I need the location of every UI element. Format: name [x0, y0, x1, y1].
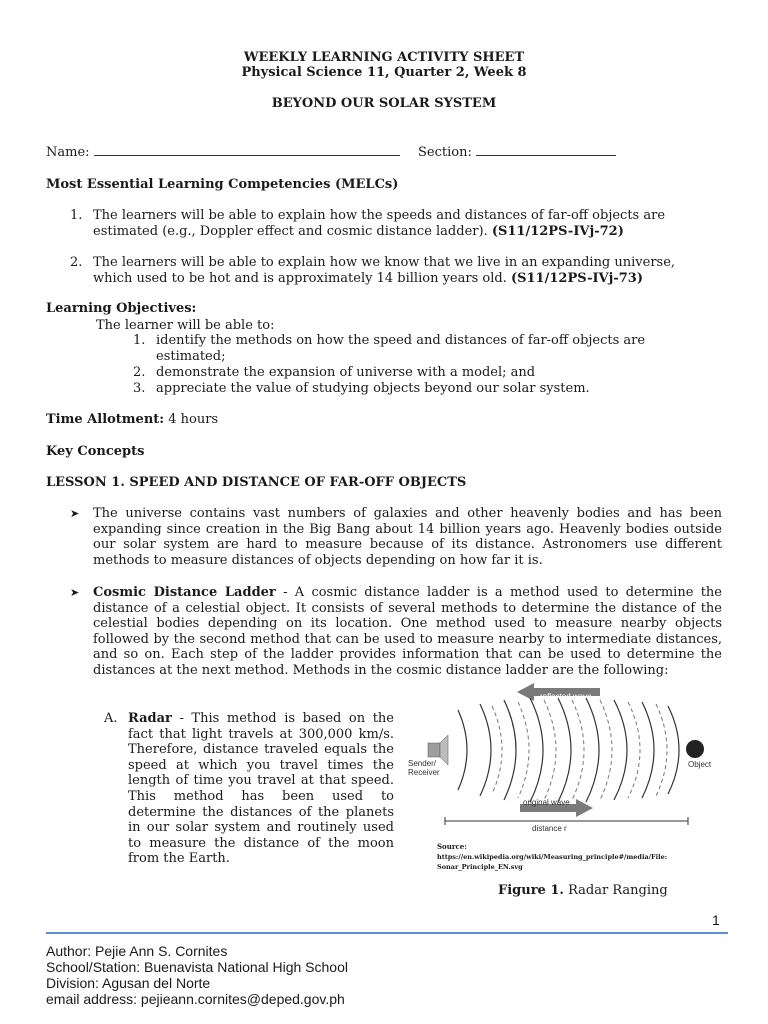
cosmic-ladder-term: Cosmic Distance Ladder: [93, 585, 276, 600]
footer-author: Author: Pejie Ann S. Cornites: [46, 943, 228, 959]
sender-label-line1: Sender/: [408, 759, 437, 768]
melcs-heading: Most Essential Learning Competencies (MELCs): [46, 177, 399, 192]
figure-caption-text: Radar Ranging: [568, 883, 668, 898]
object-icon: [686, 740, 704, 758]
sheet-subtitle: Physical Science 11, Quarter 2, Week 8: [241, 65, 527, 80]
footer-divider: [46, 932, 728, 934]
footer-school: School/Station: Buenavista National High School: [46, 959, 348, 975]
footer-division: Division: Agusan del Norte: [46, 975, 211, 991]
objectives-intro: The learner will be able to:: [96, 318, 275, 333]
lesson-heading: LESSON 1. SPEED AND DISTANCE OF FAR-OFF OBJECTS: [46, 475, 467, 490]
objective-2-line1: demonstrate the expansion of universe with a model; and: [156, 365, 536, 380]
footer-email: email address: pejieann.cornites@deped.gov.ph: [46, 991, 345, 1007]
objective-3-number: 3.: [133, 381, 146, 396]
figure-caption-label: Figure 1.: [498, 883, 564, 898]
bullet-arrow-icon: ➤: [70, 507, 80, 520]
wave-fronts: [458, 698, 679, 802]
reflected-wave-label: reflected wave: [540, 692, 592, 701]
original-wave-label: original wave: [523, 798, 570, 807]
sheet-topic: BEYOND OUR SOLAR SYSTEM: [271, 96, 497, 111]
sheet-title: WEEKLY LEARNING ACTIVITY SHEET: [243, 50, 525, 65]
figure-source-url-line1: https://en.wikipedia.org/wiki/Measuring_principle#/media/File:: [437, 853, 668, 861]
radar-letter: A.: [104, 711, 118, 726]
melc-1-number: 1.: [70, 208, 83, 223]
figure-source-url-line2: Sonar_Principle_EN.svg: [437, 863, 523, 871]
distance-label: distance r: [532, 824, 567, 833]
lesson-paragraph-1: The universe contains vast numbers of galaxies and other heavenly bodies and has been expanding since creation in the Big Bang about 14 billion years ago. Heavenly bodies outside our solar system are hard to measure because of its distance. Astronomers use different methods to measure distances of objects depending on how far it is.: [93, 506, 722, 568]
time-value: 4 hours: [168, 412, 219, 427]
page-number: 1: [712, 912, 720, 928]
name-field[interactable]: [46, 143, 400, 161]
radar-term: Radar: [128, 711, 172, 726]
figure-source-label: Source:: [437, 842, 467, 851]
melc-1-line2: [93, 224, 624, 240]
melc-1-code: (S11/12PS-IVj-72): [491, 224, 624, 239]
lesson-paragraph-2: [93, 585, 722, 679]
radar-text: - This method is based on the fact that light travels at 300,000 km/s. Therefore, distance traveled equals the speed at which you travel times the length of time you travel at that speed. This method has been used to determine the distances of the planets in our solar system and routinely used to measure the distance of the moon from the Earth.: [128, 711, 394, 867]
objective-1-number: 1.: [133, 333, 146, 348]
radar-paragraph: [128, 711, 394, 867]
reflected-wave-fronts: [492, 700, 667, 800]
time-allotment: [46, 412, 218, 428]
bullet-arrow-icon: ➤: [70, 586, 80, 599]
sender-label-line2: Receiver: [408, 768, 440, 777]
objective-2-number: 2.: [133, 365, 146, 380]
melc-2-code: (S11/12PS-IVj-73): [510, 271, 643, 286]
melc-2-line2: [93, 271, 643, 287]
objectives-heading: Learning Objectives:: [46, 301, 197, 316]
melc-2-number: 2.: [70, 255, 83, 270]
melc-2-line1: The learners will be able to explain how we know that we live in an expanding universe,: [93, 255, 676, 270]
radar-figure: [400, 680, 730, 840]
name-blank[interactable]: [94, 143, 400, 156]
melc-1-text: estimated (e.g., Doppler effect and cosmic distance ladder).: [93, 224, 488, 239]
objective-1-line1: identify the methods on how the speed and distances of far-off objects are: [156, 333, 646, 348]
melc-2-text: which used to be hot and is approximately 14 billion years old.: [93, 271, 507, 286]
section-field[interactable]: [418, 143, 616, 161]
key-concepts-heading: Key Concepts: [46, 444, 145, 459]
figure-caption: [498, 883, 668, 899]
section-label: Section:: [418, 145, 472, 160]
objective-1-line2: estimated;: [156, 349, 226, 364]
cosmic-ladder-text: - A cosmic distance ladder is a method used to determine the distance of a celestial object. It consists of several methods to determine the distance of the celestial bodies depending on its location. One method used to measure nearby objects followed by the second method that can be used to measure nearby to intermediate distances, and so on. Each step of the ladder provides information that can be used to determine the distances at the next method. Methods in the cosmic distance ladder are the following:: [93, 585, 722, 678]
melc-1-line1: The learners will be able to explain how the speeds and distances of far-off objects are: [93, 208, 666, 223]
objective-3-line1: appreciate the value of studying objects beyond our solar system.: [156, 381, 590, 396]
time-label: Time Allotment:: [46, 412, 165, 427]
section-blank[interactable]: [476, 143, 616, 156]
object-label: Object: [688, 760, 712, 769]
name-label: Name:: [46, 145, 90, 160]
